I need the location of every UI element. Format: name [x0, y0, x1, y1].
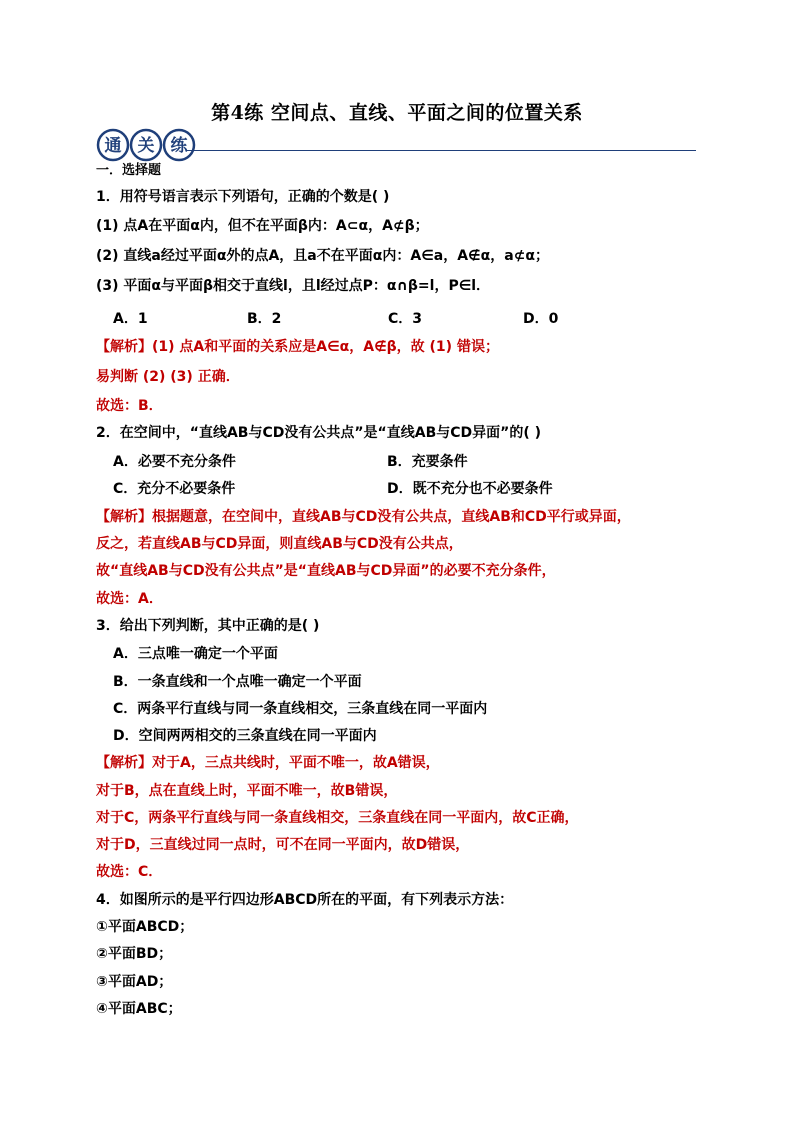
- q2-option-a: A．必要不充分条件: [113, 454, 236, 470]
- section-heading: 一．选择题: [96, 163, 162, 178]
- q3-option-a: A．三点唯一确定一个平面: [113, 646, 278, 662]
- q1-option-c: C．3: [388, 311, 423, 327]
- badge-char-1: 通: [104, 136, 122, 156]
- q2-option-c: C．充分不必要条件: [113, 481, 236, 497]
- q2-option-d: D．既不充分也不必要条件: [387, 481, 553, 497]
- q1-option-d: D．0: [523, 311, 559, 327]
- q1-analysis-1: 【解析】(1) 点A和平面的关系应是A∈α，A∉β，故 (1) 错误；: [96, 339, 499, 355]
- q1-item-3: (3) 平面α与平面β相交于直线l，且l经过点P：α∩β=l，P∈l．: [96, 278, 491, 294]
- q2-analysis-2: 反之，若直线AB与CD异面，则直线AB与CD没有公共点，: [96, 536, 463, 552]
- q1-stem: 1．用符号语言表示下列语句，正确的个数是( ): [96, 189, 390, 205]
- q4-item-2: ②平面BD；: [96, 946, 173, 962]
- q4-item-3: ③平面AD；: [96, 974, 173, 990]
- q4-stem: 4．如图所示的是平行四边形ABCD所在的平面，有下列表示方法：: [96, 892, 514, 908]
- q1-analysis-3: 故选：B．: [96, 398, 163, 414]
- page-title: 第4练 空间点、直线、平面之间的位置关系: [211, 102, 583, 124]
- q4-item-1: ①平面ABCD；: [96, 919, 194, 935]
- q3-option-b: B．一条直线和一个点唯一确定一个平面: [113, 674, 362, 690]
- q1-item-2: (2) 直线a经过平面α外的点A，且a不在平面α内：A∈a，A∉α，a⊄α；: [96, 248, 550, 264]
- q3-stem: 3．给出下列判断，其中正确的是( ): [96, 618, 320, 634]
- q3-analysis-4: 对于D，三直线过同一点时，可不在同一平面内，故D错误，: [96, 837, 470, 853]
- q1-item-1: (1) 点A在平面α内，但不在平面β内：A⊂α，A⊄β；: [96, 218, 429, 234]
- q3-option-d: D．空间两两相交的三条直线在同一平面内: [113, 728, 377, 744]
- header-rule: [186, 150, 696, 151]
- q2-option-b: B．充要条件: [387, 454, 468, 470]
- q2-analysis-3: 故“直线AB与CD没有公共点”是“直线AB与CD异面”的必要不充分条件，: [96, 563, 556, 579]
- badge-char-3: 练: [170, 136, 188, 156]
- q2-analysis-4: 故选：A．: [96, 591, 163, 607]
- q1-option-b: B．2: [247, 311, 282, 327]
- badge-char-2: 关: [137, 136, 155, 156]
- q1-analysis-2: 易判断 (2) (3) 正确．: [96, 369, 240, 385]
- q2-analysis-1: 【解析】根据题意，在空间中，直线AB与CD没有公共点，直线AB和CD平行或异面，: [96, 509, 631, 525]
- q3-analysis-5: 故选：C．: [96, 864, 163, 880]
- q2-stem: 2．在空间中，“直线AB与CD没有公共点”是“直线AB与CD异面”的( ): [96, 425, 542, 441]
- q3-analysis-1: 【解析】对于A，三点共线时，平面不唯一，故A错误，: [96, 755, 440, 771]
- tongguanlian-badge: [96, 128, 196, 162]
- q1-option-a: A．1: [113, 311, 148, 327]
- q4-item-4: ④平面ABC；: [96, 1001, 182, 1017]
- q3-option-c: C．两条平行直线与同一条直线相交，三条直线在同一平面内: [113, 701, 488, 717]
- q3-analysis-2: 对于B，点在直线上时，平面不唯一，故B错误，: [96, 783, 398, 799]
- q3-analysis-3: 对于C，两条平行直线与同一条直线相交，三条直线在同一平面内，故C正确，: [96, 810, 579, 826]
